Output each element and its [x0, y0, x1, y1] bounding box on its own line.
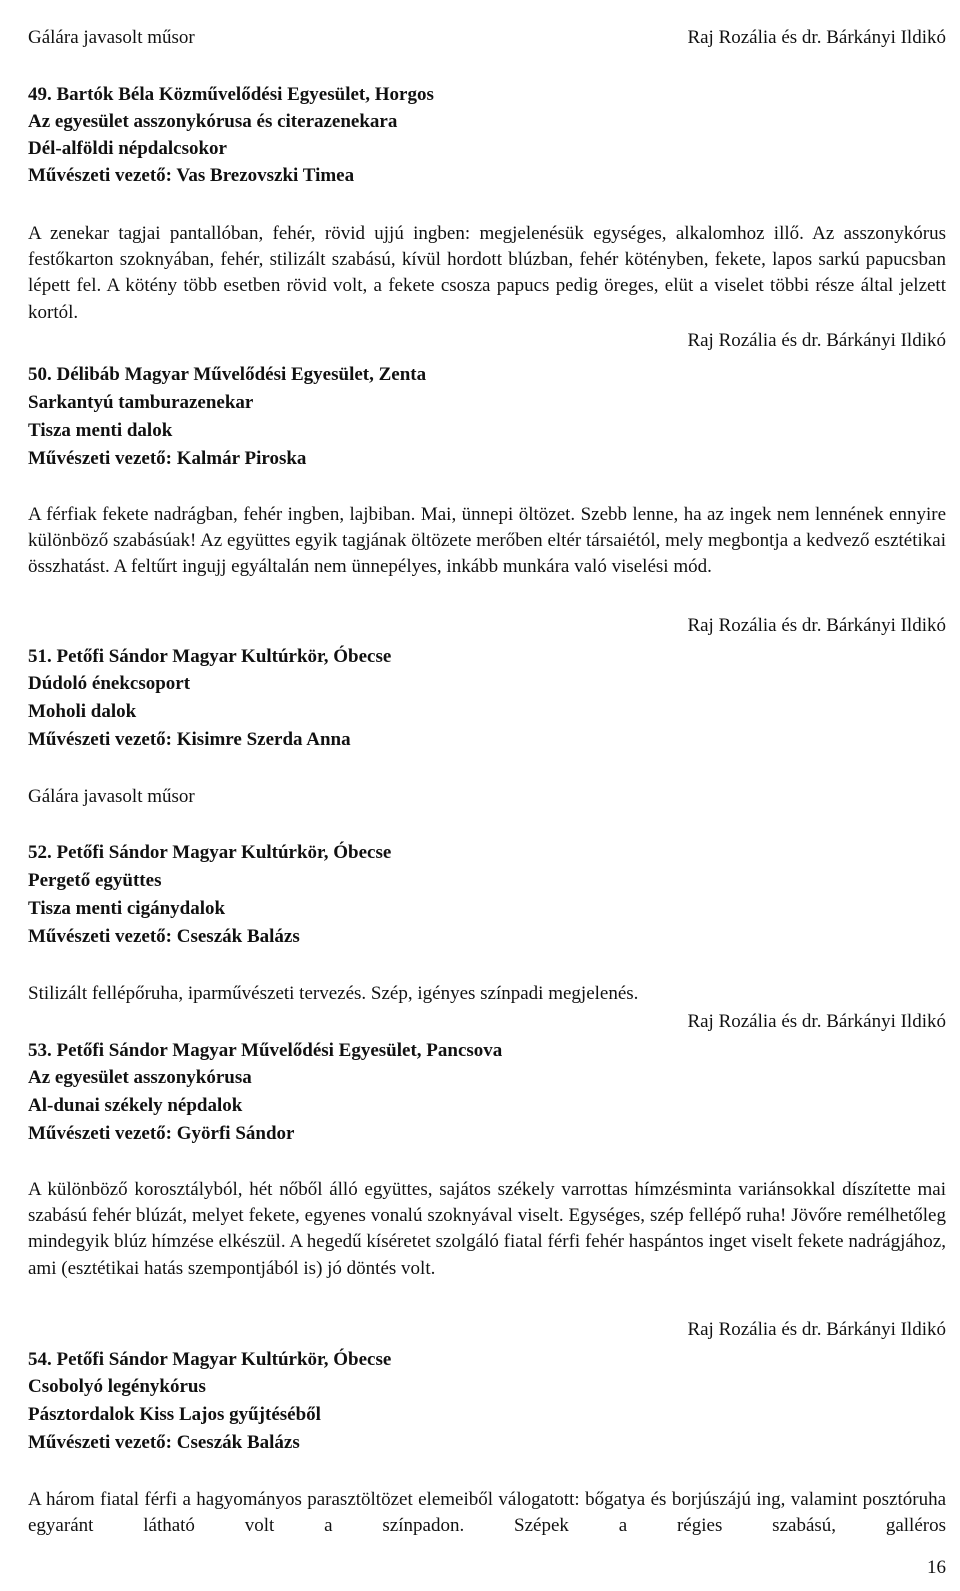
- entry-52-signature: Raj Rozália és dr. Bárkányi Ildikó: [687, 1011, 946, 1032]
- entry-54-program: Pásztordalok Kiss Lajos gyűjtéséből: [28, 1404, 321, 1425]
- entry-50-ensemble: Sarkantyú tamburazenekar: [28, 392, 254, 413]
- entry-53-heading: 53. Petőfi Sándor Magyar Művelődési Egyesület, Pancsova: [28, 1040, 503, 1061]
- entry-49-signature: Raj Rozália és dr. Bárkányi Ildikó: [687, 330, 946, 351]
- entry-51-note: Gálára javasolt műsor: [28, 786, 195, 807]
- entry-52-heading: 52. Petőfi Sándor Magyar Kultúrkör, Óbecse: [28, 842, 392, 863]
- entry-49-heading: 49. Bartók Béla Közművelődési Egyesület, Horgos: [28, 84, 434, 105]
- entry-49-text: A zenekar tagjai pantallóban, fehér, rövid ujjú ingben: megjelenésük egységes, alkalomhoz illő. Az asszonykórus festőkarton szoknyában, fehér, stilizált szabású, kívül hordott blúzban, fehér kötényben, fekete, lapos sarkú papucsban lépett fel. A kötény több esetben rövid volt, a fekete csosza papucs pedig öreges, elüt a viselet többi része által jelzett kortól.: [28, 223, 946, 323]
- entry-54-text: A három fiatal férfi a hagyományos parasztöltözet elemeiből válogatott: bőgatya és borjúszájú ing, valamint posztóruha egyaránt látható volt a színpadon. Szépek a régies szabású, galléros: [28, 1489, 946, 1537]
- entry-50-signature: Raj Rozália és dr. Bárkányi Ildikó: [687, 615, 946, 636]
- top-note: Gálára javasolt műsor: [28, 27, 195, 48]
- entry-50-heading: 50. Délibáb Magyar Művelődési Egyesület, Zenta: [28, 364, 427, 385]
- entry-49-ensemble: Az egyesület asszonykórusa és citerazenekara: [28, 111, 398, 132]
- entry-49-director: Művészeti vezető: Vas Brezovszki Timea: [28, 165, 355, 186]
- entry-52-director: Művészeti vezető: Cseszák Balázs: [28, 926, 300, 947]
- entry-53-program: Al-dunai székely népdalok: [28, 1095, 243, 1116]
- entry-49-program: Dél-alföldi népdalcsokor: [28, 138, 227, 159]
- entry-53-text: A különböző korosztályból, hét nőből álló együttes, sajátos székely varrottas hímzésminta variánsokkal díszítette mai szabású fehér blúzát, melyet fekete, egyenes vonalú szoknyával viselt. Egységes, szép fellépő ruha! Jövőre remélhetőleg mindegyik blúz hímzése elkészül. A hegedű kíséretet szolgáló fiatal férfi fehér haspántos inget viselt fekete nadrágjához, ami (esztétikai hatás szempontjából is) jó döntés volt.: [28, 1179, 946, 1279]
- entry-50-text: A férfiak fekete nadrágban, fehér ingben, lajbiban. Mai, ünnepi öltözet. Szebb lenne, ha az ingek nem lennének ennyire különböző szabásúak! Az együttes egyik tagjának öltözete merőben eltér társaiétól, mely megbontja a kedvező esztétikai összhatást. A feltűrt ingujj egyáltalán nem ünnepélyes, inkább munkára való viselési mód.: [28, 504, 946, 578]
- entry-54-director: Művészeti vezető: Cseszák Balázs: [28, 1432, 300, 1453]
- entry-54-ensemble: Csobolyó legénykórus: [28, 1376, 206, 1397]
- entry-51-ensemble: Dúdoló énekcsoport: [28, 673, 191, 694]
- document-page: [28, 0, 946, 1591]
- entry-51-program: Moholi dalok: [28, 701, 137, 722]
- entry-52-program: Tisza menti cigánydalok: [28, 898, 226, 919]
- entry-52-ensemble: Pergető együttes: [28, 870, 162, 891]
- entry-50-program: Tisza menti dalok: [28, 420, 173, 441]
- page-number: 16: [927, 1557, 946, 1578]
- entry-54-heading: 54. Petőfi Sándor Magyar Kultúrkör, Óbecse: [28, 1349, 392, 1370]
- entry-53-signature: Raj Rozália és dr. Bárkányi Ildikó: [687, 1319, 946, 1340]
- entry-53-director: Művészeti vezető: Györfi Sándor: [28, 1123, 295, 1144]
- entry-50-director: Művészeti vezető: Kalmár Piroska: [28, 448, 307, 469]
- signature-top: Raj Rozália és dr. Bárkányi Ildikó: [687, 27, 946, 48]
- entry-51-heading: 51. Petőfi Sándor Magyar Kultúrkör, Óbecse: [28, 646, 392, 667]
- entry-51-director: Művészeti vezető: Kisimre Szerda Anna: [28, 729, 351, 750]
- entry-53-ensemble: Az egyesület asszonykórusa: [28, 1067, 252, 1088]
- entry-52-text: Stilizált fellépőruha, iparművészeti tervezés. Szép, igényes színpadi megjelenés.: [28, 983, 639, 1004]
